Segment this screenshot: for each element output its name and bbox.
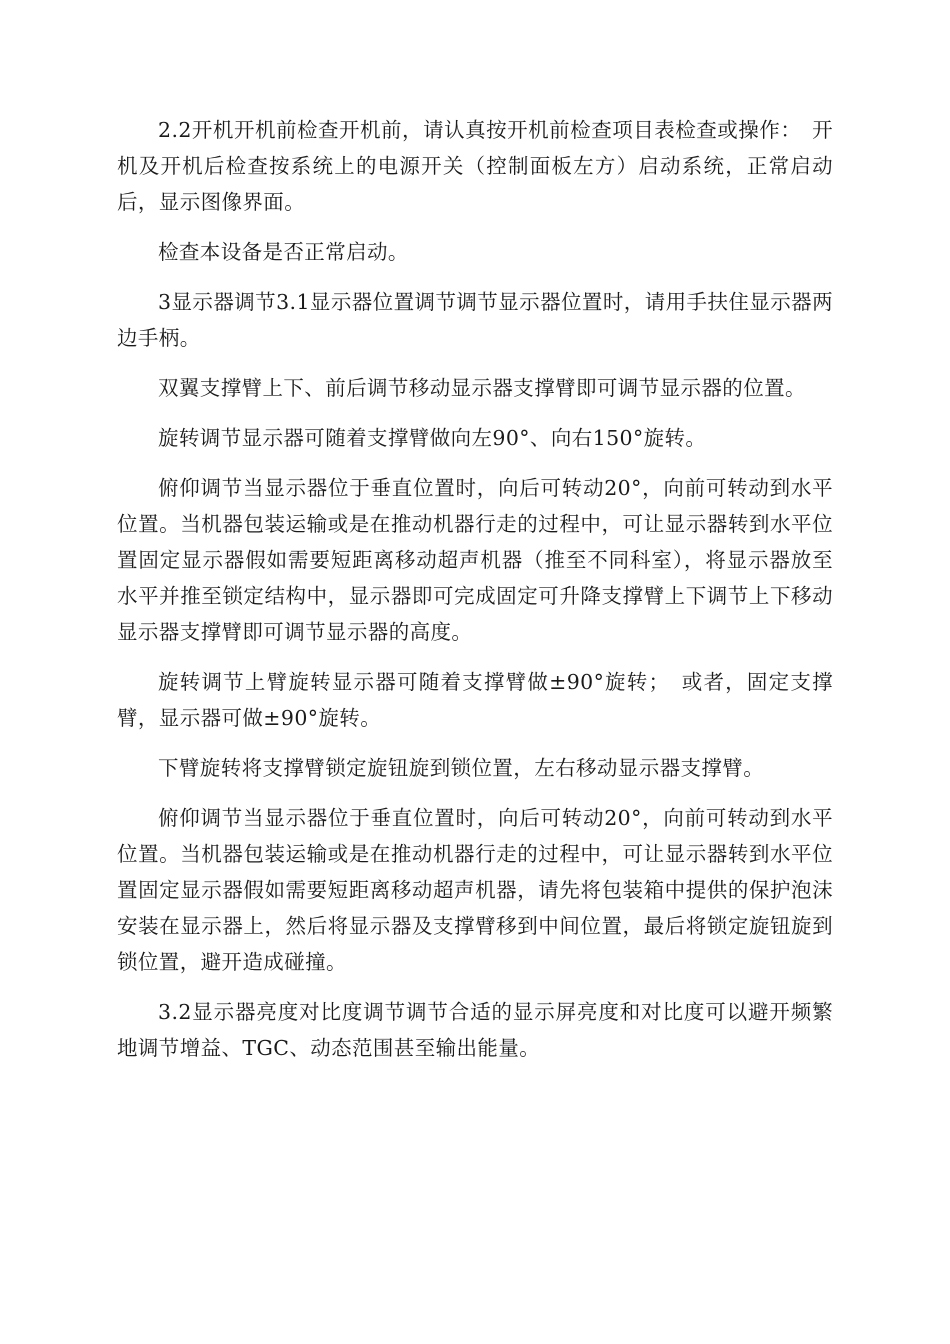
paragraph-brightness-contrast: 3.2显示器亮度对比度调节调节合适的显示屏亮度和对比度可以避开频繁地调节增益、TGC、动态范围甚至输出能量。	[117, 1000, 833, 1060]
paragraph-lower-arm-rotation: 下臂旋转将支撑臂锁定旋钮旋到锁位置，左右移动显示器支撑臂。	[158, 756, 765, 780]
paragraph-tilt-adjust-transport: 俯仰调节当显示器位于垂直位置时，向后可转动20°，向前可转动到水平位置。当机器包装运输或是在推动机器行走的过程中，可让显示器转到水平位置固定显示器假如需要短距离移动超声机器，请先将包装箱中提供的保护泡沫安装在显示器上，然后将显示器及支撑臂移到中间位置，最后将锁定旋钮旋到锁位置，避开造成碰撞。	[117, 806, 833, 974]
paragraph-upper-arm-rotation: 旋转调节上臂旋转显示器可随着支撑臂做±90°旋转； 或者，固定支撑臂，显示器可做±90°旋转。	[117, 670, 833, 730]
paragraph-monitor-position: 3显示器调节3.1显示器位置调节调节显示器位置时，请用手扶住显示器两边手柄。	[117, 290, 833, 350]
paragraph-tilt-adjust: 俯仰调节当显示器位于垂直位置时，向后可转动20°，向前可转动到水平位置。当机器包装运输或是在推动机器行走的过程中，可让显示器转到水平位置固定显示器假如需要短距离移动超声机器（推至不同科室），将显示器放至水平并推至锁定结构中，显示器即可完成固定可升降支撑臂上下调节上下移动显示器支撑臂即可调节显示器的高度。	[117, 476, 833, 644]
paragraph-rotation-adjust: 旋转调节显示器可随着支撑臂做向左90°、向右150°旋转。	[158, 426, 707, 450]
paragraph-dual-arm-adjust: 双翼支撑臂上下、前后调节移动显示器支撑臂即可调节显示器的位置。	[158, 376, 806, 400]
paragraph-startup-check: 检查本设备是否正常启动。	[158, 240, 409, 264]
document-body	[117, 112, 833, 1080]
paragraph-power-on-check: 2.2开机开机前检查开机前，请认真按开机前检查项目表检查或操作： 开机及开机后检查按系统上的电源开关（控制面板左方）启动系统，正常启动后，显示图像界面。	[117, 118, 833, 214]
